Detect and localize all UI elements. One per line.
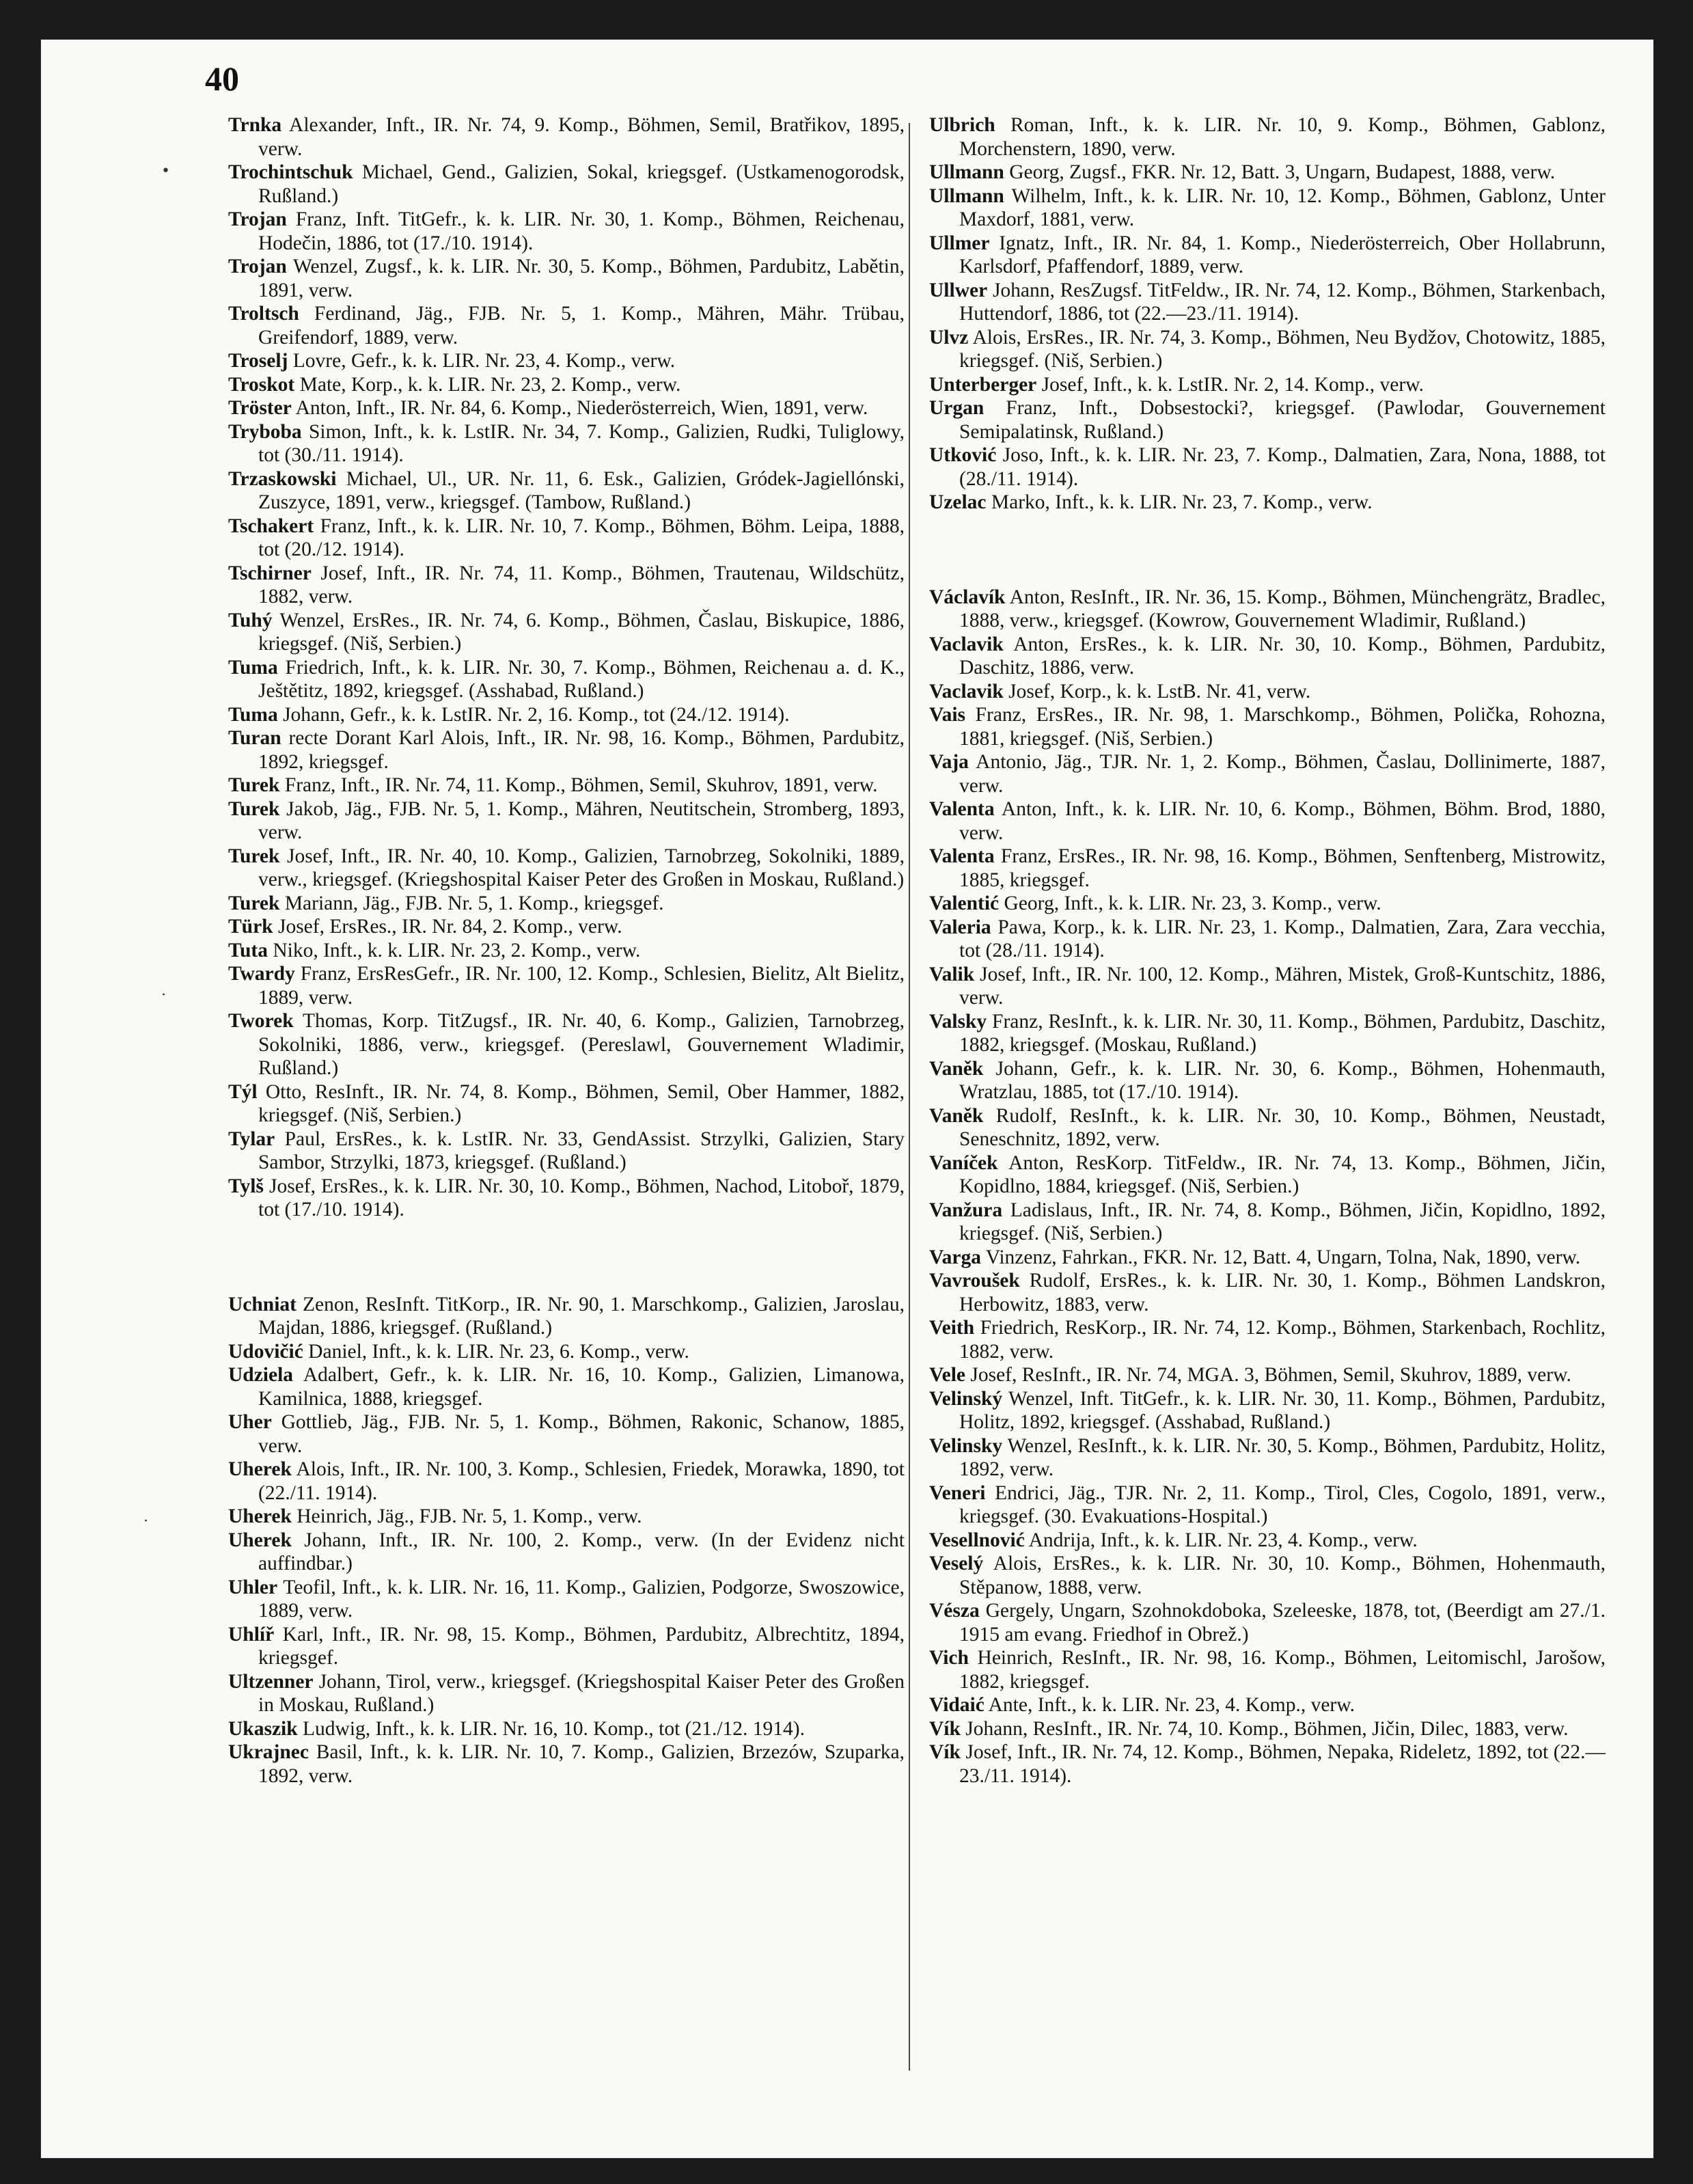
entry-surname: Valsky: [929, 1010, 987, 1033]
register-entry: [228, 255, 905, 302]
register-entry: [929, 326, 1606, 373]
entry-details: Georg, Inft., k. k. LIR. Nr. 23, 3. Komp., verw.: [1004, 892, 1381, 914]
register-entry: [929, 1316, 1606, 1363]
entry-details: Otto, ResInft., IR. Nr. 74, 8. Komp., Böhmen, Semil, Ober Hammer, 1882, kriegsgef. (Niš, Serbien.): [258, 1080, 905, 1126]
register-entry: [929, 1741, 1606, 1788]
register-entry: [929, 373, 1606, 397]
entry-details: Josef, Inft., IR. Nr. 100, 12. Komp., Mähren, Mistek, Groß-Kuntschitz, 1886, verw.: [959, 963, 1606, 1009]
entry-details: Anton, ResInft., IR. Nr. 36, 15. Komp., Böhmen, Münchengrätz, Bradlec, 1888, verw., kriegsgef. (Kowrow, Gouvernement Wladimir, Rußland.): [959, 586, 1606, 631]
register-entry: [929, 703, 1606, 750]
entry-details: Basil, Inft., k. k. LIR. Nr. 10, 7. Komp., Galizien, Brzezów, Szuparka, 1892, verw.: [258, 1741, 905, 1787]
entry-details: Ludwig, Inft., k. k. LIR. Nr. 16, 10. Komp., tot (21./12. 1914).: [303, 1717, 806, 1740]
entry-details: Anton, Inft., k. k. LIR. Nr. 10, 6. Komp., Böhmen, Böhm. Brod, 1880, verw.: [959, 798, 1606, 844]
entry-surname: Ultzenner: [228, 1670, 314, 1693]
entry-surname: Ukaszik: [228, 1717, 298, 1740]
register-entry: [228, 703, 905, 727]
register-entry: [228, 1717, 905, 1741]
register-entry: [228, 774, 905, 797]
register-entry: [228, 1080, 905, 1128]
entry-details: Franz, Inft., IR. Nr. 74, 11. Komp., Böhmen, Semil, Skuhrov, 1891, verw.: [284, 774, 878, 796]
entry-details: Ante, Inft., k. k. LIR. Nr. 23, 4. Komp., verw.: [988, 1694, 1355, 1716]
entry-details: Mariann, Jäg., FJB. Nr. 5, 1. Komp., kriegsgef.: [284, 892, 664, 914]
register-entry: [228, 396, 905, 420]
entry-surname: Turek: [228, 892, 280, 914]
entry-surname: Vidaić: [929, 1694, 985, 1716]
register-entry: [228, 1410, 905, 1458]
entry-surname: Tylš: [228, 1175, 264, 1197]
register-entry: [929, 113, 1606, 161]
entry-surname: Varga: [929, 1246, 981, 1268]
entry-surname: Týl: [228, 1080, 258, 1103]
register-entry: [929, 232, 1606, 279]
register-entry: [228, 1529, 905, 1576]
entry-surname: Turek: [228, 774, 280, 796]
entry-details: Josef, Inft., IR. Nr. 74, 11. Komp., Böhmen, Trautenau, Wildschütz, 1882, verw.: [258, 562, 905, 608]
entry-details: Heinrich, ResInft., IR. Nr. 98, 16. Komp., Böhmen, Leitomischl, Jarošow, 1882, kriegsgef.: [959, 1647, 1606, 1693]
entry-surname: Uherek: [228, 1529, 292, 1551]
entry-details: Wenzel, ErsRes., IR. Nr. 74, 6. Komp., Böhmen, Časlau, Biskupice, 1886, kriegsgef. (Niš, Serbien.): [258, 609, 905, 655]
register-entry: [228, 1505, 905, 1529]
entry-surname: Uherek: [228, 1505, 292, 1527]
entry-surname: Unterberger: [929, 373, 1037, 396]
entry-surname: Tuta: [228, 939, 268, 961]
entry-details: Franz, Inft., Dobsestocki?, kriegsgef. (Pawlodar, Gouvernement Semipalatinsk, Rußland.): [959, 397, 1606, 443]
register-entry: [929, 916, 1606, 963]
entry-details: Josef, Korp., k. k. LstB. Nr. 41, verw.: [1008, 680, 1311, 702]
entry-surname: Vaclavik: [929, 633, 1004, 655]
entry-details: Alois, ErsRes., IR. Nr. 74, 3. Komp., Böhmen, Neu Bydžov, Chotowitz, 1885, kriegsgef. (Niš, Serbien.): [959, 326, 1606, 372]
entry-details: Josef, Inft., IR. Nr. 74, 12. Komp., Böhmen, Nepaka, Rideletz, 1892, tot (22.—23./11. 1914).: [959, 1741, 1606, 1787]
register-entry: [929, 1434, 1606, 1482]
entry-details: recte Dorant Karl Alois, Inft., IR. Nr. 98, 16. Komp., Böhmen, Pardubitz, 1892, kriegsgef.: [258, 727, 905, 773]
entry-details: Franz, ErsRes., IR. Nr. 98, 1. Marschkomp., Böhmen, Polička, Rohozna, 1881, kriegsgef. (Niš, Serbien.): [959, 704, 1606, 750]
entry-details: Antonio, Jäg., TJR. Nr. 1, 2. Komp., Böhmen, Časlau, Dollinimerte, 1887, verw.: [959, 751, 1606, 797]
entry-details: Josef, ErsRes., k. k. LIR. Nr. 30, 10. Komp., Böhmen, Nachod, Litoboř, 1879, tot (17./10. 1914).: [258, 1175, 905, 1220]
entry-details: Wenzel, Inft. TitGefr., k. k. LIR. Nr. 30, 11. Komp., Böhmen, Pardubitz, Holitz, 1892, kriegsgef. (Asshabad, Rußland.): [959, 1387, 1606, 1433]
register-entry: [228, 845, 905, 892]
entry-group-u: [228, 1293, 905, 1788]
register-entry: [228, 208, 905, 255]
entry-details: Teofil, Inft., k. k. LIR. Nr. 16, 11. Komp., Galizien, Podgorze, Swoszowice, 1889, verw.: [258, 1576, 905, 1622]
entry-surname: Tuhý: [228, 609, 273, 631]
register-entry: [929, 1717, 1606, 1741]
entry-details: Alois, ErsRes., k. k. LIR. Nr. 30, 10. Komp., Böhmen, Hohenmauth, Stěpanow, 1888, verw.: [959, 1553, 1606, 1598]
register-entry: [929, 443, 1606, 491]
register-entry: [228, 915, 905, 939]
entry-surname: Valentić: [929, 892, 1000, 914]
section-gap: [228, 1222, 905, 1293]
register-entry: [228, 161, 905, 208]
entry-details: Alexander, Inft., IR. Nr. 74, 9. Komp., Böhmen, Semil, Bratřikov, 1895, verw.: [258, 114, 905, 160]
entry-surname: Trojan: [228, 256, 287, 277]
entry-details: Karl, Inft., IR. Nr. 98, 15. Komp., Böhmen, Pardubitz, Albrechtitz, 1894, kriegsgef.: [258, 1623, 905, 1669]
entry-surname: Twardy: [228, 963, 295, 985]
entry-details: Anton, ResKorp. TitFeldw., IR. Nr. 74, 13. Komp., Böhmen, Jičin, Kopidlno, 1884, kriegsgef. (Niš, Serbien.): [959, 1151, 1606, 1197]
entry-details: Wenzel, ResInft., k. k. LIR. Nr. 30, 5. Komp., Böhmen, Pardubitz, Holitz, 1892, verw.: [959, 1434, 1606, 1480]
entry-surname: Valik: [929, 963, 975, 985]
register-entry: [929, 1363, 1606, 1387]
register-entry: [929, 161, 1606, 185]
entry-details: Zenon, ResInft. TitKorp., IR. Nr. 90, 1. Marschkomp., Galizien, Jaroslau, Majdan, 1886, kriegsgef. (Rußland.): [258, 1293, 905, 1339]
register-entry: [228, 515, 905, 562]
register-entry: [929, 1387, 1606, 1434]
entry-surname: Vanžura: [929, 1199, 1003, 1221]
entry-details: Rudolf, ResInft., k. k. LIR. Nr. 30, 10. Komp., Böhmen, Neustadt, Seneschnitz, 1892, verw.: [959, 1104, 1606, 1150]
register-entry: [228, 373, 905, 397]
entry-surname: Uhlíř: [228, 1623, 275, 1646]
entry-details: Thomas, Korp. TitZugsf., IR. Nr. 40, 6. Komp., Galizien, Tarnobrzeg, Sokolniki, 1886, verw., kriegsgef. (Pereslawl, Gouvernement Wladimir, Rußland.): [258, 1010, 905, 1079]
entry-group-u: [929, 113, 1606, 515]
left-column: [228, 113, 905, 1788]
register-entry: [228, 420, 905, 467]
register-entry: [929, 586, 1606, 633]
register-entry: [228, 892, 905, 916]
entry-details: Ignatz, Inft., IR. Nr. 84, 1. Komp., Niederösterreich, Ober Hollabrunn, Karlsdorf, Pfaffendorf, 1889, verw.: [959, 232, 1606, 277]
entry-surname: Tryboba: [228, 420, 302, 443]
entry-surname: Turek: [228, 797, 280, 820]
entry-surname: Udziela: [228, 1364, 294, 1386]
entry-surname: Valenta: [929, 798, 995, 820]
register-entry: [929, 1552, 1606, 1599]
entry-details: Franz, ErsRes., IR. Nr. 98, 16. Komp., Böhmen, Senftenberg, Mistrowitz, 1885, kriegsgef.: [959, 845, 1606, 891]
entry-details: Jakob, Jäg., FJB. Nr. 5, 1. Komp., Mähren, Neutitschein, Stromberg, 1893, verw.: [258, 797, 905, 843]
entry-surname: Valeria: [929, 916, 991, 938]
register-entry: [929, 750, 1606, 797]
entry-surname: Vele: [929, 1364, 965, 1386]
register-entry: [228, 1340, 905, 1364]
register-entry: [228, 1623, 905, 1670]
entry-details: Ferdinand, Jäg., FJB. Nr. 5, 1. Komp., Mähren, Mähr. Trübau, Greifendorf, 1889, verw.: [258, 303, 905, 349]
entry-details: Simon, Inft., k. k. LstIR. Nr. 34, 7. Komp., Galizien, Rudki, Tuliglowy, tot (30./11. 1914).: [258, 420, 905, 466]
entry-details: Franz, ErsResGefr., IR. Nr. 100, 12. Komp., Schlesien, Bielitz, Alt Bielitz, 1889, verw.: [258, 963, 905, 1009]
entry-surname: Ulbrich: [929, 114, 995, 136]
entry-surname: Valenta: [929, 845, 995, 867]
register-entry: [929, 1246, 1606, 1270]
entry-surname: Türk: [228, 916, 273, 938]
entry-surname: Tylar: [228, 1128, 275, 1150]
entry-surname: Troltsch: [228, 303, 299, 325]
entry-surname: Uchniat: [228, 1293, 297, 1315]
register-entry: [929, 491, 1606, 515]
entry-details: Friedrich, ResKorp., IR. Nr. 74, 12. Komp., Böhmen, Starkenbach, Rochlitz, 1882, verw.: [959, 1317, 1606, 1363]
entry-surname: Ukrajnec: [228, 1741, 309, 1763]
register-entry: [929, 1646, 1606, 1693]
entry-surname: Udovičić: [228, 1340, 303, 1363]
entry-details: Vinzenz, Fahrkan., FKR. Nr. 12, Batt. 4, Ungarn, Tolna, Nak, 1890, verw.: [985, 1246, 1581, 1268]
register-entry: [228, 1009, 905, 1080]
register-entry: [228, 962, 905, 1009]
entry-surname: Vaja: [929, 751, 969, 773]
entry-surname: Troskot: [228, 373, 295, 396]
entry-details: Joso, Inft., k. k. LIR. Nr. 23, 7. Komp., Dalmatien, Zara, Nona, 1888, tot (28./11. 1914).: [959, 444, 1606, 490]
entry-surname: Tröster: [228, 397, 292, 419]
register-entry: [228, 113, 905, 161]
entry-surname: Veselý: [929, 1553, 984, 1574]
print-speck: ·: [161, 987, 166, 1004]
entry-surname: Vík: [929, 1717, 961, 1740]
print-speck: •: [161, 163, 170, 180]
entry-details: Paul, ErsRes., k. k. LstIR. Nr. 33, GendAssist. Strzylki, Galizien, Stary Sambor, Strzylki, 1873, kriegsgef. (Rußland.): [258, 1128, 905, 1173]
print-speck: ·: [143, 1513, 148, 1530]
register-entry: [929, 1057, 1606, 1104]
entry-details: Heinrich, Jäg., FJB. Nr. 5, 1. Komp., verw.: [297, 1505, 642, 1527]
register-entry: [929, 1693, 1606, 1717]
register-entry: [929, 1482, 1606, 1529]
entry-surname: Tuma: [228, 656, 278, 679]
register-entry: [929, 185, 1606, 232]
entry-surname: Troselj: [228, 350, 288, 372]
section-gap: [929, 515, 1606, 586]
entry-surname: Tschirner: [228, 562, 312, 584]
entry-details: Gottlieb, Jäg., FJB. Nr. 5, 1. Komp., Böhmen, Rakonic, Schanow, 1885, verw.: [258, 1411, 905, 1457]
entry-surname: Vaněk: [929, 1057, 984, 1080]
entry-surname: Ullwer: [929, 279, 988, 301]
entry-surname: Trzaskowski: [228, 467, 337, 490]
entry-surname: Vais: [929, 704, 966, 726]
register-entry: [929, 1269, 1606, 1316]
entry-surname: Trojan: [228, 208, 287, 230]
entry-details: Alois, Inft., IR. Nr. 100, 3. Komp., Schlesien, Friedek, Morawka, 1890, tot (22./11. 1914).: [258, 1458, 905, 1504]
entry-surname: Urgan: [929, 397, 985, 419]
entry-details: Franz, Inft. TitGefr., k. k. LIR. Nr. 30, 1. Komp., Böhmen, Reichenau, Hodečin, 1886, tot (17./10. 1914).: [258, 208, 905, 254]
entry-surname: Veith: [929, 1317, 975, 1339]
register-entry: [228, 656, 905, 703]
entry-details: Marko, Inft., k. k. LIR. Nr. 23, 7. Komp., verw.: [991, 491, 1373, 513]
register-entry: [929, 1151, 1606, 1199]
register-entry: [228, 1175, 905, 1222]
right-column: [929, 113, 1606, 1788]
entry-details: Anton, Inft., IR. Nr. 84, 6. Komp., Niederösterreich, Wien, 1891, verw.: [295, 397, 868, 419]
entry-surname: Vesellnović: [929, 1529, 1025, 1551]
register-entry: [929, 845, 1606, 892]
register-entry: [929, 1529, 1606, 1553]
entry-surname: Uherek: [228, 1458, 292, 1480]
entry-surname: Vavroušek: [929, 1270, 1020, 1292]
entry-details: Roman, Inft., k. k. LIR. Nr. 10, 9. Komp., Böhmen, Gablonz, Morchenstern, 1890, verw.: [959, 114, 1606, 160]
entry-surname: Vésza: [929, 1600, 980, 1622]
entry-details: Adalbert, Gefr., k. k. LIR. Nr. 16, 10. Komp., Galizien, Limanowa, Kamilnica, 1888, kriegsgef.: [258, 1364, 905, 1410]
entry-details: Lovre, Gefr., k. k. LIR. Nr. 23, 4. Komp., verw.: [292, 350, 676, 372]
entry-surname: Tuma: [228, 703, 278, 726]
register-entry: [929, 1104, 1606, 1151]
column-divider: [909, 123, 910, 2071]
entry-details: Georg, Zugsf., FKR. Nr. 12, Batt. 3, Ungarn, Budapest, 1888, verw.: [1009, 161, 1556, 183]
register-entry: [929, 279, 1606, 326]
register-entry: [929, 892, 1606, 916]
register-entry: [228, 1576, 905, 1623]
entry-details: Niko, Inft., k. k. LIR. Nr. 23, 2. Komp., verw.: [273, 939, 641, 961]
entry-details: Franz, ResInft., k. k. LIR. Nr. 30, 11. Komp., Böhmen, Pardubitz, Daschitz, 1882, kriegsgef. (Moskau, Rußland.): [959, 1010, 1606, 1056]
register-entry: [929, 1010, 1606, 1057]
entry-details: Josef, Inft., IR. Nr. 40, 10. Komp., Galizien, Tarnobrzeg, Sokolniki, 1889, verw., kriegsgef. (Kriegshospital Kaiser Peter des Großen in Moskau, Rußland.): [258, 845, 905, 890]
entry-details: Gergely, Ungarn, Szohnokdoboka, Szeleeske, 1878, tot, (Beerdigt am 27./1. 1915 am evang. Friedhof in Obrež.): [959, 1600, 1606, 1646]
entry-details: Josef, ResInft., IR. Nr. 74, MGA. 3, Böhmen, Semil, Skuhrov, 1889, verw.: [970, 1364, 1571, 1386]
register-entry: [228, 939, 905, 963]
entry-surname: Vaclavik: [929, 680, 1004, 702]
entry-surname: Turek: [228, 845, 280, 867]
entry-surname: Tworek: [228, 1010, 294, 1032]
entry-surname: Vich: [929, 1647, 969, 1669]
entry-surname: Ullmann: [929, 185, 1004, 207]
register-entry: [228, 1458, 905, 1505]
entry-surname: Tschakert: [228, 515, 314, 537]
register-entry: [228, 1128, 905, 1175]
entry-surname: Turan: [228, 727, 281, 749]
register-entry: [228, 302, 905, 349]
register-entry: [929, 680, 1606, 704]
register-entry: [929, 633, 1606, 680]
register-entry: [228, 726, 905, 774]
entry-surname: Uhler: [228, 1576, 278, 1598]
entry-details: Michael, Ul., UR. Nr. 11, 6. Esk., Galizien, Gródek-Jagiellónski, Zuszyce, 1891, verw., kriegsgef. (Tambow, Rußland.): [258, 467, 905, 513]
entry-surname: Velinsky: [929, 1434, 1003, 1457]
entry-surname: Trnka: [228, 114, 282, 136]
register-entry: [228, 1363, 905, 1410]
entry-details: Ladislaus, Inft., IR. Nr. 74, 8. Komp., Böhmen, Jičin, Kopidlno, 1892, kriegsgef. (Niš, Serbien.): [959, 1199, 1606, 1244]
entry-details: Michael, Gend., Galizien, Sokal, kriegsgef. (Ustkamenogorodsk, Rußland.): [258, 161, 905, 207]
entry-details: Johann, ResZugsf. TitFeldw., IR. Nr. 74, 12. Komp., Böhmen, Starkenbach, Huttendorf, 1886, tot (22.—23./11. 1914).: [959, 279, 1606, 325]
register-entry: [929, 963, 1606, 1010]
entry-surname: Vaněk: [929, 1104, 984, 1127]
entry-details: Johann, Gefr., k. k. LstIR. Nr. 2, 16. Komp., tot (24./12. 1914).: [283, 703, 790, 726]
entry-details: Daniel, Inft., k. k. LIR. Nr. 23, 6. Komp., verw.: [308, 1340, 689, 1363]
entry-details: Franz, Inft., k. k. LIR. Nr. 10, 7. Komp., Böhmen, Böhm. Leipa, 1888, tot (20./12. 1914).: [258, 515, 905, 560]
entry-details: Johann, Inft., IR. Nr. 100, 2. Komp., verw. (In der Evidenz nicht auffindbar.): [258, 1529, 905, 1574]
entry-surname: Veneri: [929, 1482, 986, 1504]
register-entry: [228, 467, 905, 515]
register-entry: [228, 1293, 905, 1340]
register-entry: [929, 1199, 1606, 1246]
register-entry: [228, 797, 905, 845]
register-entry: [228, 349, 905, 373]
entry-surname: Uzelac: [929, 491, 987, 513]
entry-details: Rudolf, ErsRes., k. k. LIR. Nr. 30, 1. Komp., Böhmen Landskron, Herbowitz, 1883, verw.: [959, 1270, 1606, 1315]
page-number: 40: [205, 59, 239, 98]
entry-surname: Václavík: [929, 586, 1006, 608]
entry-details: Josef, ErsRes., IR. Nr. 84, 2. Komp., verw.: [277, 916, 622, 938]
entry-surname: Ullmer: [929, 232, 990, 254]
entry-surname: Vaníček: [929, 1151, 998, 1174]
entry-surname: Utković: [929, 444, 997, 466]
entry-details: Josef, Inft., k. k. LstIR. Nr. 2, 14. Komp., verw.: [1041, 373, 1424, 396]
register-entry: [929, 1599, 1606, 1646]
entry-details: Friedrich, Inft., k. k. LIR. Nr. 30, 7. Komp., Böhmen, Reichenau a. d. K., Ještětitz, 1892, kriegsgef. (Asshabad, Rußland.): [258, 656, 905, 702]
register-entry: [228, 562, 905, 609]
entry-surname: Ulvz: [929, 326, 969, 349]
entry-surname: Uher: [228, 1411, 272, 1433]
entry-details: Mate, Korp., k. k. LIR. Nr. 23, 2. Komp., verw.: [299, 373, 681, 396]
entry-details: Wilhelm, Inft., k. k. LIR. Nr. 10, 12. Komp., Böhmen, Gablonz, Unter Maxdorf, 1881, verw.: [959, 185, 1606, 230]
entry-group-t: [228, 113, 905, 1222]
entry-details: Anton, ErsRes., k. k. LIR. Nr. 30, 10. Komp., Böhmen, Pardubitz, Daschitz, 1886, verw.: [959, 633, 1606, 679]
entry-group-v: [929, 586, 1606, 1788]
entry-details: Pawa, Korp., k. k. LIR. Nr. 23, 1. Komp., Dalmatien, Zara, Zara vecchia, tot (28./11. 1914).: [959, 916, 1606, 961]
entry-surname: Velinský: [929, 1387, 1003, 1410]
entry-surname: Ullmann: [929, 161, 1004, 183]
entry-details: Johann, Gefr., k. k. LIR. Nr. 30, 6. Komp., Böhmen, Hohenmauth, Wratzlau, 1885, tot (17./10. 1914).: [959, 1057, 1606, 1103]
entry-details: Endrici, Jäg., TJR. Nr. 2, 11. Komp., Tirol, Cles, Cogolo, 1891, verw., kriegsgef. (30. Evakuations-Hospital.): [959, 1482, 1606, 1527]
entry-details: Andrija, Inft., k. k. LIR. Nr. 23, 4. Komp., verw.: [1028, 1529, 1418, 1551]
register-entry: [929, 797, 1606, 845]
entry-surname: Vík: [929, 1741, 961, 1763]
register-entry: [228, 609, 905, 656]
register-entry: [228, 1741, 905, 1788]
entry-surname: Trochintschuk: [228, 161, 353, 183]
entry-details: Wenzel, Zugsf., k. k. LIR. Nr. 30, 5. Komp., Böhmen, Pardubitz, Labětin, 1891, verw.: [258, 256, 905, 301]
entry-details: Johann, ResInft., IR. Nr. 74, 10. Komp., Böhmen, Jičin, Dilec, 1883, verw.: [965, 1717, 1569, 1740]
entry-details: Johann, Tirol, verw., kriegsgef. (Kriegshospital Kaiser Peter des Großen in Moskau, Rußland.): [258, 1670, 905, 1716]
register-entry: [228, 1670, 905, 1717]
register-entry: [929, 396, 1606, 443]
